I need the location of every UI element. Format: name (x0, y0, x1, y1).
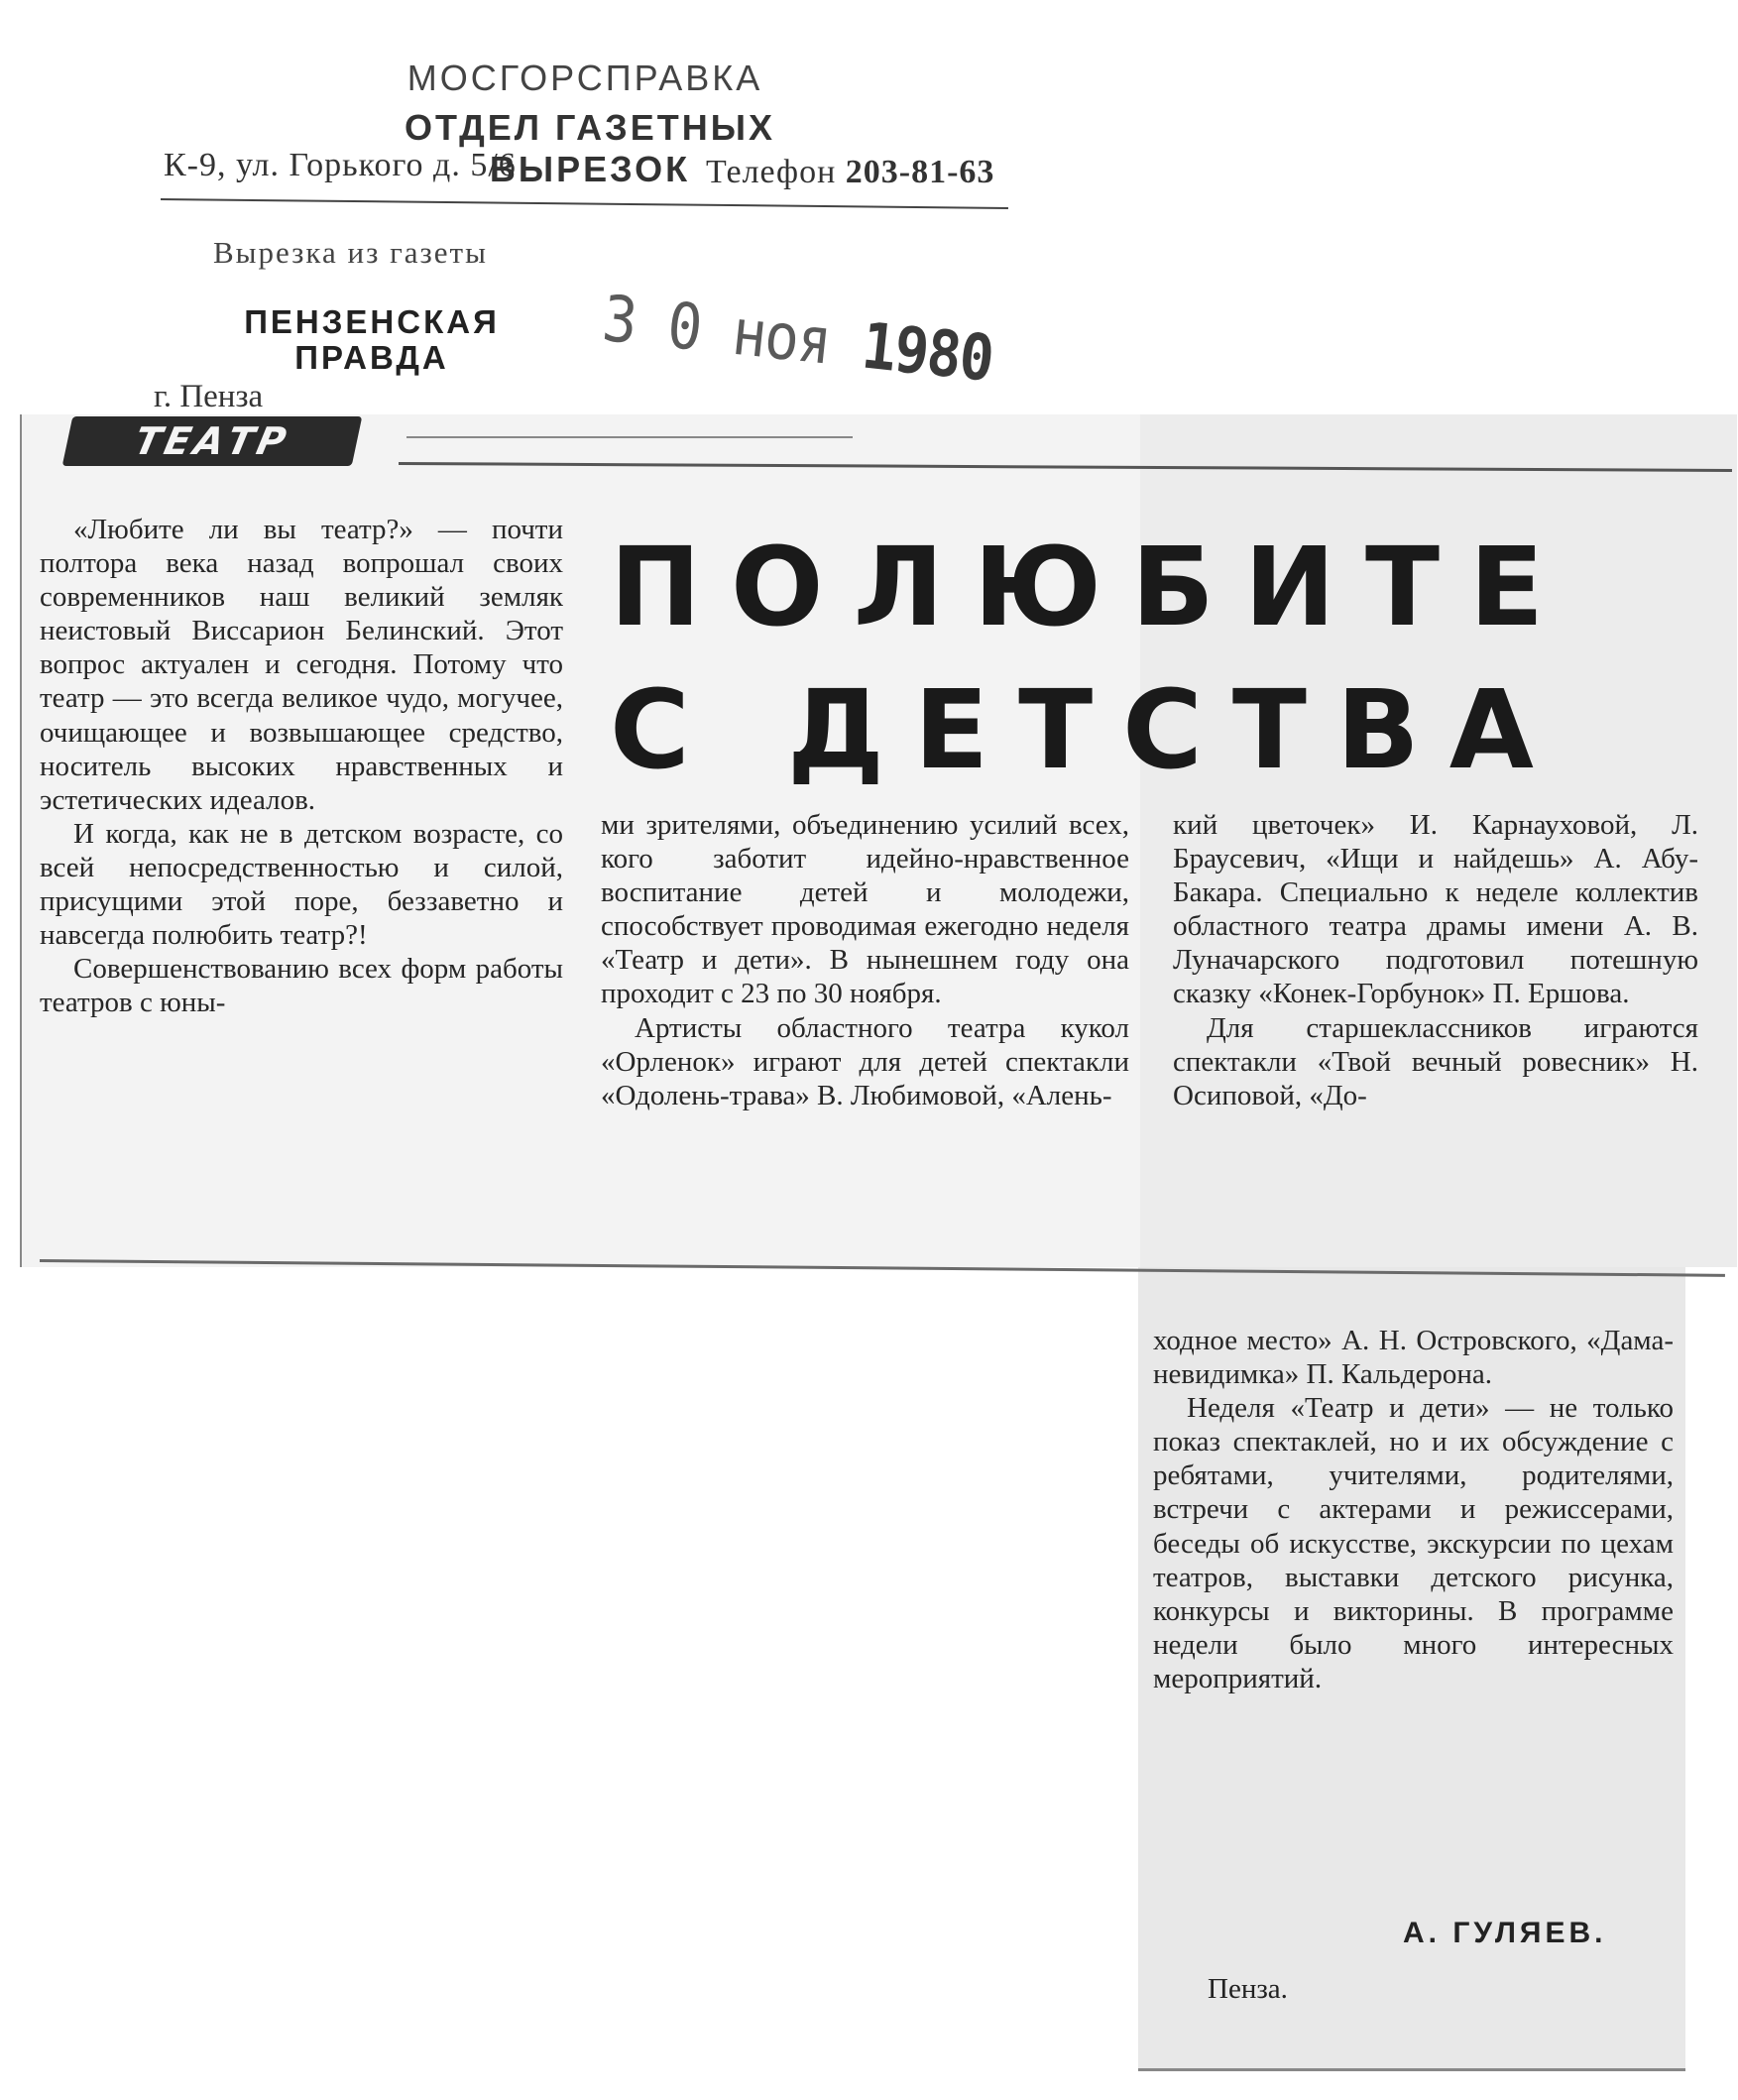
paragraph: кий цветочек» И. Карнауховой, Л. Браусевич, «Ищи и найдешь» А. Абу-Бакара. Специально к неделе коллектив областного театра драмы имени А. В. Луначарского подготовил потешную сказку «Конек-Горбунок» П. Ершова. (1173, 809, 1698, 1010)
article-column-2 (601, 808, 1129, 1112)
paragraph: «Любите ли вы театр?» — почти полтора века назад вопрошал своих современников наш великий земляк неистовый Виссарион Белинский. Этот вопрос актуален и сегодня. Потому что театр — это всегда великое чудо, могучее, очищающее и возвышающее средство, носитель высоких нравственных и эстетических идеалов. (40, 514, 563, 816)
newspaper-city: г. Пенза (154, 379, 264, 414)
agency-address: К-9, ул. Горького д. 5/6 (164, 147, 517, 183)
paragraph: Совершенствованию всех форм работы театров с юны- (40, 953, 563, 1019)
headline-line2: С ДЕТСТВА (610, 666, 1564, 793)
stamp-year: 1980 (858, 309, 996, 397)
stamp-date: 3 0 ноя (599, 283, 834, 380)
rubric-label: ТЕАТР (62, 416, 363, 466)
article-author: А. ГУЛЯЕВ. (1403, 1917, 1607, 1949)
newspaper-name-line2: ПРАВДА (294, 339, 449, 376)
paragraph: И когда, как не в детском возрасте, со всей непосредственностью и силой, присущими этой поре, беззаветно и навсегда полюбить театр?! (40, 817, 563, 952)
department-name: ОТДЕЛ ГАЗЕТНЫХ ВЫРЕЗОК (405, 107, 775, 189)
article-column-3 (1173, 808, 1698, 1112)
article-headline (610, 516, 1661, 801)
paragraph: Неделя «Театр и дети» — не только показ спектаклей, но и их обсуждение с ребятами, учителями, родителями, встречи с актерами и режиссерами, беседы об искусстве, экскурсии по цехам театров, выставки детского рисунка, конкурсы и викторины. В программе недели было много интересных мероприятий. (1153, 1392, 1674, 1694)
date-stamp (599, 283, 995, 397)
article-column-4 (1153, 1324, 1674, 1695)
paragraph: ми зрителями, объединению усилий всех, кого заботит идейно-нравственное воспитание детей и молодежи, способствует проводимая ежегодно неделя «Театр и дети». В нынешнем году она проходит с 23 по 30 ноября. (601, 809, 1129, 1010)
cutting-label: Вырезка из газеты (213, 235, 488, 270)
clipping-bottom-edge (1138, 2068, 1685, 2071)
phone-label: Телефон (706, 154, 837, 190)
paragraph: Для старшеклассников играются спектакли «Твой вечный ровесник» Н. Осиповой, «До- (1173, 1011, 1698, 1111)
agency-name: МОСГОРСПРАВКА (406, 58, 763, 98)
article-place: Пенза. (1208, 1973, 1288, 2005)
newspaper-name-line1: ПЕНЗЕНСКАЯ (244, 303, 500, 340)
article-column-1 (40, 513, 563, 1019)
paragraph: Артисты областного театра кукол «Орленок» играют для детей спектакли «Одолень-трава» В. Любимовой, «Алень- (601, 1011, 1129, 1111)
header-rule (161, 198, 1008, 209)
newspaper-name (223, 304, 521, 376)
rubric-rule (406, 436, 853, 438)
phone-number: 203-81-63 (845, 154, 995, 190)
headline-line1: ПОЛЮБИТЕ (610, 524, 1574, 650)
paragraph: ходное место» А. Н. Островского, «Дама-невидимка» П. Кальдерона. (1153, 1325, 1674, 1391)
clipping-edge (20, 414, 22, 1267)
agency-phone (706, 154, 994, 191)
